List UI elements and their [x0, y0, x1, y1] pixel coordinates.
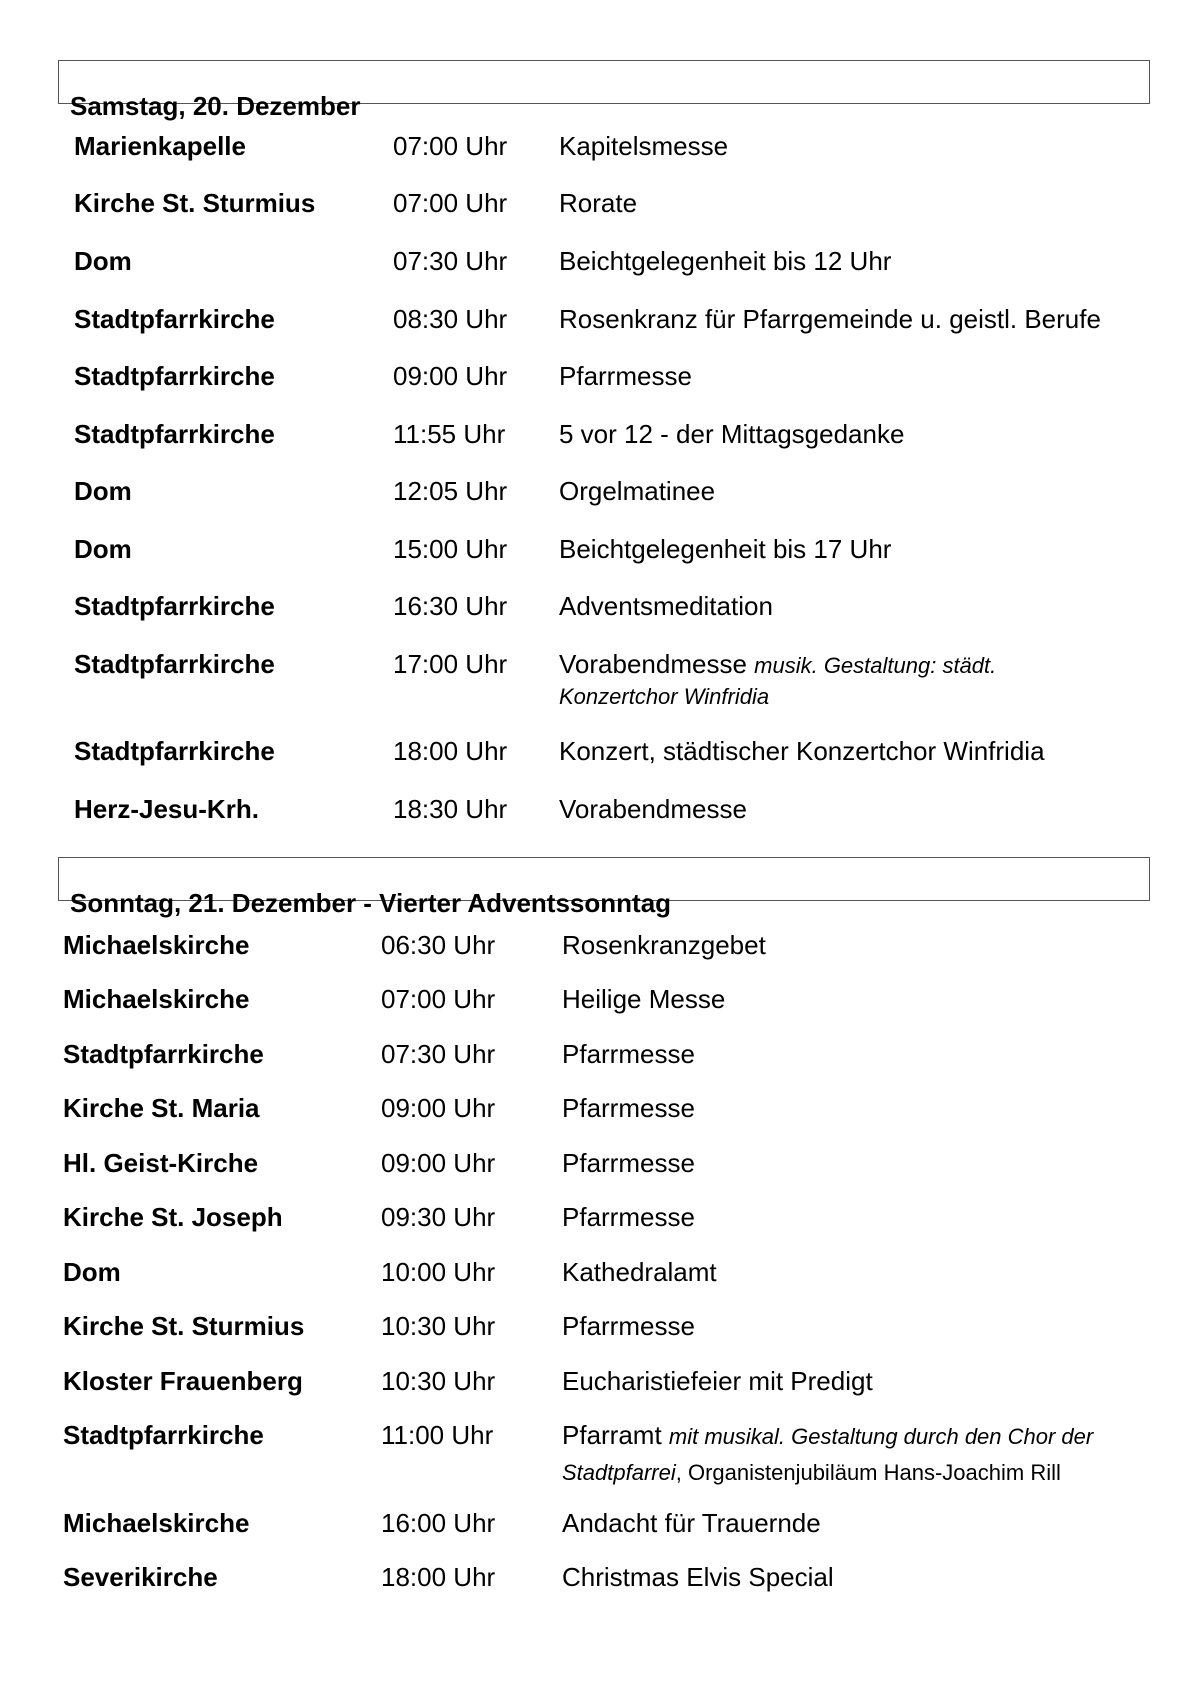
event-description-main: Pfarrmesse: [562, 1148, 695, 1178]
event-time: 07:00 Uhr: [393, 131, 508, 161]
event-time: 16:30 Uhr: [393, 591, 508, 621]
event-description-main: Christmas Elvis Special: [562, 1562, 834, 1592]
event-time: 12:05 Uhr: [393, 476, 508, 506]
event-description: [559, 590, 773, 622]
event-location: Herz-Jesu-Krh.: [74, 794, 259, 824]
event-note: musik. Gestaltung: städt.: [754, 653, 997, 678]
event-time: 11:55 Uhr: [393, 419, 506, 449]
event-location: Dom: [74, 534, 132, 564]
event-time: 07:30 Uhr: [381, 1039, 496, 1069]
event-description: [559, 475, 715, 507]
event-description-main: Pfarrmesse: [559, 361, 692, 391]
event-description: [562, 1310, 695, 1342]
event-row: [63, 1419, 1200, 1489]
event-location: Stadtpfarrkirche: [63, 1039, 264, 1069]
event-description-main: 5 vor 12 - der Mittagsgedanke: [559, 419, 905, 449]
event-description-main: Rosenkranzgebet: [562, 930, 766, 960]
event-description-main: Andacht für Trauernde: [562, 1508, 821, 1538]
event-description-main: Pfarrmesse: [562, 1093, 695, 1123]
event-location: Kirche St. Sturmius: [63, 1311, 305, 1341]
section-header-saturday: [58, 60, 1150, 121]
event-time: 17:00 Uhr: [393, 649, 508, 679]
event-description-main: Pfarrmesse: [562, 1039, 695, 1069]
event-location: Stadtpfarrkirche: [74, 649, 275, 679]
event-description-main: Rosenkranz für Pfarrgemeinde u. geistl. Berufe: [559, 304, 1101, 334]
event-description-main: Eucharistiefeier mit Predigt: [562, 1366, 873, 1396]
event-description: [562, 1256, 717, 1288]
event-description: [559, 648, 996, 712]
event-description-main: Vorabendmesse: [559, 794, 747, 824]
event-description: [559, 187, 637, 219]
event-description: [562, 1147, 695, 1179]
event-note-line2: Konzertchor Winfridia: [559, 684, 770, 709]
event-description-main: Rorate: [559, 188, 638, 218]
event-description-main: Adventsmeditation: [559, 591, 773, 621]
event-time: 09:00 Uhr: [393, 361, 508, 391]
event-time: 18:30 Uhr: [393, 794, 508, 824]
event-description: [559, 793, 747, 825]
event-location: Kloster Frauenberg: [63, 1366, 303, 1396]
event-description: [562, 983, 725, 1015]
event-description-main: Orgelmatinee: [559, 476, 716, 506]
event-description: [559, 303, 1101, 335]
event-location: Dom: [63, 1257, 121, 1287]
event-note-line2-rest: , Organistenjubiläum Hans-Joachim Rill: [675, 1460, 1061, 1485]
event-description: [562, 1038, 695, 1070]
event-location: Kirche St. Joseph: [63, 1202, 283, 1232]
event-time: 11:00 Uhr: [381, 1420, 494, 1450]
event-location: Stadtpfarrkirche: [63, 1420, 264, 1450]
event-description: [562, 1201, 695, 1233]
event-time: 06:30 Uhr: [381, 930, 496, 960]
event-description: [562, 929, 766, 961]
event-location: Dom: [74, 476, 132, 506]
event-time: 10:30 Uhr: [381, 1311, 496, 1341]
event-note-line2-italic: Stadtpfarrei: [562, 1460, 676, 1485]
event-description-main: Heilige Messe: [562, 984, 726, 1014]
event-location: Hl. Geist-Kirche: [63, 1148, 259, 1178]
event-time: 10:00 Uhr: [381, 1257, 496, 1287]
event-time: 09:30 Uhr: [381, 1202, 496, 1232]
event-time: 09:00 Uhr: [381, 1093, 496, 1123]
event-description: [559, 360, 692, 392]
event-description: [562, 1419, 1093, 1491]
event-row: [74, 793, 1200, 863]
event-note: mit musikal. Gestaltung durch den Chor der: [668, 1424, 1094, 1449]
event-description-main: Vorabendmesse: [559, 649, 747, 679]
event-description-main: Kapitelsmesse: [559, 131, 729, 161]
event-time: 16:00 Uhr: [381, 1508, 496, 1538]
event-description-main: Pfarrmesse: [562, 1311, 695, 1341]
event-description-main: Pfarramt: [562, 1420, 662, 1450]
event-description: [562, 1561, 834, 1593]
event-time: 09:00 Uhr: [381, 1148, 496, 1178]
event-location: Stadtpfarrkirche: [74, 591, 275, 621]
event-location: Kirche St. Maria: [63, 1093, 260, 1123]
event-time: 18:00 Uhr: [381, 1562, 496, 1592]
event-location: Michaelskirche: [63, 984, 250, 1014]
event-description-main: Kathedralamt: [562, 1257, 717, 1287]
event-description: [562, 1507, 821, 1539]
event-description-main: Beichtgelegenheit bis 17 Uhr: [559, 534, 892, 564]
event-time: 18:00 Uhr: [393, 736, 508, 766]
event-row: [63, 1561, 1200, 1631]
event-description: [559, 418, 904, 450]
event-time: 07:30 Uhr: [393, 246, 508, 276]
event-location: Michaelskirche: [63, 930, 250, 960]
event-location: Stadtpfarrkirche: [74, 736, 275, 766]
event-time: 10:30 Uhr: [381, 1366, 496, 1396]
section-title: Sonntag, 21. Dezember - Vierter Adventssonntag: [70, 888, 672, 918]
event-description-main: Konzert, städtischer Konzertchor Winfridia: [559, 736, 1045, 766]
event-time: 07:00 Uhr: [393, 188, 508, 218]
event-time: 15:00 Uhr: [393, 534, 508, 564]
event-description-main: Pfarrmesse: [562, 1202, 695, 1232]
event-description: [559, 533, 891, 565]
event-description: [562, 1365, 873, 1397]
event-location: Dom: [74, 246, 132, 276]
event-location: Michaelskirche: [63, 1508, 250, 1538]
event-location: Marienkapelle: [74, 131, 246, 161]
section-header-sunday: [58, 857, 1150, 918]
event-location: Stadtpfarrkirche: [74, 361, 275, 391]
event-description-main: Beichtgelegenheit bis 12 Uhr: [559, 246, 892, 276]
event-time: 07:00 Uhr: [381, 984, 496, 1014]
event-row: [74, 648, 1200, 718]
event-description: [559, 245, 891, 277]
event-description: [562, 1092, 695, 1124]
section-title: Samstag, 20. Dezember: [70, 91, 361, 121]
event-description: [559, 735, 1045, 767]
event-location: Kirche St. Sturmius: [74, 188, 316, 218]
event-description: [559, 130, 728, 162]
event-location: Stadtpfarrkirche: [74, 304, 275, 334]
event-time: 08:30 Uhr: [393, 304, 508, 334]
event-location: Severikirche: [63, 1562, 218, 1592]
event-location: Stadtpfarrkirche: [74, 419, 275, 449]
